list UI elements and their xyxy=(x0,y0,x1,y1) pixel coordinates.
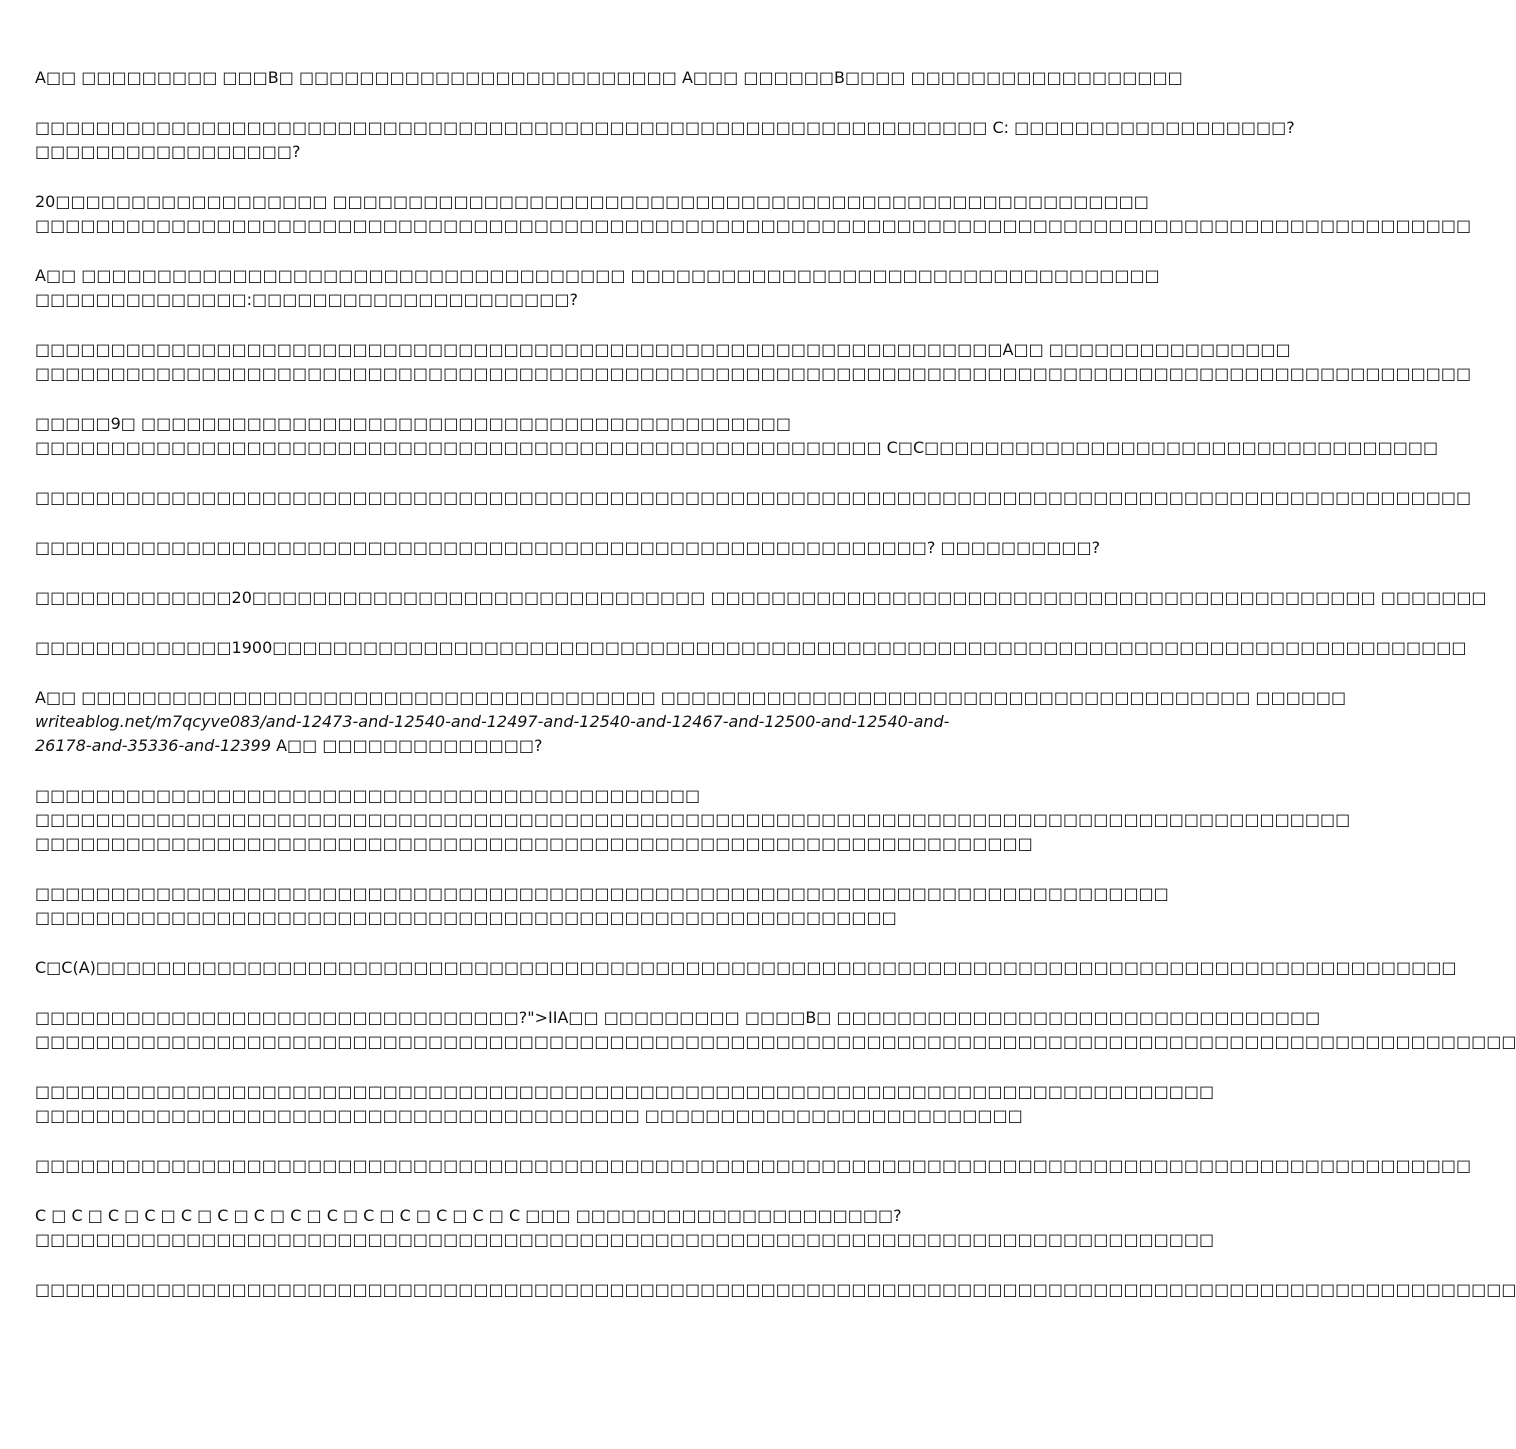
paragraph-4 xyxy=(35,264,1160,312)
text-line: A□□ □□□□□□□□□□□□□□□□□□□□□□□□□□□□□□□□□□□□ □□□□□□□□□□□□□□□□□□□□□□□□□□□□□□□□□□□ xyxy=(35,266,1160,285)
text-line: □□□□□□□□□□□□□□□□□□□□□□□□□□□□□□□□□□□□□□□□□□□□□□□□□□□□□□□□□□□□□□□□□□□□□□□□□□□ xyxy=(35,884,1169,903)
paragraph-9 xyxy=(35,586,1487,610)
text-line: □□□□□□□□□□□□□□□□□□□□□□□□□□□□□□□□□□□□□□□□□□□□□□□□□□□□□□□□□□□□□□□□A□□ □□□□□□□□□□□□□□□□ xyxy=(35,340,1291,359)
paragraph-3 xyxy=(35,190,1472,238)
paragraph-17 xyxy=(35,1154,1472,1178)
text-line: □□□□□□□□□□□□□□□□□□□□□□□□□□□□□□□□□□□□□□□□□□□□□□□□□□□□□□□□□□□□□□□□□□□□□□□□□□□□□□□□□□□□□□□ xyxy=(35,810,1351,829)
text-line: C □ C □ C □ C □ C □ C □ C □ C □ C □ C □ C □ C □ C □ C □□□ □□□□□□□□□□□□□□□□□□□□□? xyxy=(35,1206,902,1225)
text-line: □□□□□□□□□□□□□□:□□□□□□□□□□□□□□□□□□□□□? xyxy=(35,290,578,309)
paragraph-18 xyxy=(35,1204,1215,1252)
text-line: □□□□□□□□□□□□□□□□□□□□□□□□□□□□□□□□□□□□□□□□□□□□□□□□□□□□□□□□□□□□□□□□□□□□□□□□□□□□□□□□□□□□□□□□□□□□□□□□□□ xyxy=(35,1280,1516,1299)
text-line: □□□□□□□□□□□□□□□□□□□□□□□□□□□□□□□□□□□□□□□□□□□□□□□□□□□□□□□□□□□□□□□□□□□□□□□□□□□□□□□□□□□□□□□□□□□□□□□ xyxy=(35,364,1472,383)
paragraph-1 xyxy=(35,66,1183,90)
text-line: A□□ □□□□□□□□□□□□□□□□□□□□□□□□□□□□□□□□□□□□□□ □□□□□□□□□□□□□□□□□□□□□□□□□□□□□□□□□□□□□□□ □□□□□□ xyxy=(35,688,1347,707)
text-line: □□□□□□□□□□□□□1900□□□□□□□□□□□□□□□□□□□□□□□□□□□□□□□□□□□□□□□□□□□□□□□□□□□□□□□□□□□□□□□□□□□□□□□□□□□□□□□ xyxy=(35,638,1467,657)
text-after-link: A□□ □□□□□□□□□□□□□□? xyxy=(271,736,543,755)
text-line: □□□□□□□□□□□□□□□□□□□□□□□□□□□□□□□□□□□□□□□□ □□□□□□□□□□□□□□□□□□□□□□□□□ xyxy=(35,1106,1023,1125)
text-line: □□□□□□□□□□□□□□□□□□□□□□□□□□□□□□□□□□□□□□□□□□□□□□□□□□□□□□□□□□□□□□□□□□□□□□□□□□□□□□ xyxy=(35,1230,1215,1249)
text-line: C□C(A)□□□□□□□□□□□□□□□□□□□□□□□□□□□□□□□□□□□□□□□□□□□□□□□□□□□□□□□□□□□□□□□□□□□□□□□□□□□□□□□□□□□□□□□□□□ xyxy=(35,958,1457,977)
text-line: □□□□□□□□□□□□□□□□□□□□□□□□□□□□□□□□□□□□□□□□□□□□□□□□□□□□□□□□□□□□□□□□□□□□□□□□□□□□□□ xyxy=(35,1082,1215,1101)
paragraph-12 xyxy=(35,784,1351,856)
blog-link-text[interactable]: writeablog.net/m7qcyve083/and-12473-and-12540-and-12497-and-12540-and-12467-and-12500-and-12540-and- xyxy=(35,712,950,731)
text-line: □□□□□□□□□□□□□□□□□□□□□□□□□□□□□□□□□□□□□□□□□□□□□□□□□□□□□□□□□□□□□□□ C: □□□□□□□□□□□□□□□□□□? xyxy=(35,118,1295,137)
text-line: □□□□□□□□□□□□□□□□□□□□□□□□□□□□□□□□□□□□□□□□□□□□□□□□□□□□□□□□□□□□□□□□□□□□□□□□□□□□□□□□□□□□□□□□□□□□□□□ xyxy=(35,488,1472,507)
paragraph-14 xyxy=(35,956,1457,980)
text-line: □□□□□□□□□□□□□□□□□□□□□□□□□□□□□□□□□□□□□□□□□□□□□□□□□□□□□□□□□□□□□□□□□□ xyxy=(35,834,1033,853)
text-line: □□□□□□□□□□□□□□□□□□□□□□□□□□□□□□□□□□□□□□□□□□□□□□□□□□□□□□□□□□□□□□□□□□□□□□□□□□□□□□□□□□□□□□□□□□□□□□□ xyxy=(35,1156,1472,1175)
text-line xyxy=(35,734,990,758)
paragraph-15 xyxy=(35,1006,1516,1054)
paragraph-11 xyxy=(35,686,1347,758)
text-line: A□□ □□□□□□□□□ □□□B□ □□□□□□□□□□□□□□□□□□□□□□□□□ A□□□ □□□□□□B□□□□ □□□□□□□□□□□□□□□□□□ xyxy=(35,68,1183,87)
text-line: 20□□□□□□□□□□□□□□□□□□ □□□□□□□□□□□□□□□□□□□□□□□□□□□□□□□□□□□□□□□□□□□□□□□□□□□□□□ xyxy=(35,192,1149,211)
paragraph-5 xyxy=(35,338,1472,386)
text-line: □□□□□□□□□□□□□□□□□? xyxy=(35,142,301,161)
blog-link-tail[interactable]: 26178-and-35336-and-12399 xyxy=(35,736,271,755)
paragraph-6 xyxy=(35,412,1439,460)
paragraph-13 xyxy=(35,882,1169,930)
paragraph-7 xyxy=(35,486,1472,510)
paragraph-19 xyxy=(35,1278,1516,1302)
blog-link[interactable] xyxy=(35,710,990,734)
paragraph-8 xyxy=(35,536,1101,560)
text-line: □□□□□□□□□□□□□□□□□□□□□□□□□□□□□□□□□□□□□□□□□□□□□□□□□□□□□□□□□□□□□□□□□□□□□□□□□□□□□□□□□□□□□□□□□□□□□□□□□□ xyxy=(35,1032,1516,1051)
text-line: □□□□□□□□□□□□□□□□□□□□□□□□□□□□□□□□□□□□□□□□□□□□□□□□□□□□□□□□□□□□□□□□□□□□□□□□□□□□□□□□□□□□□□□□□□□□□□□ xyxy=(35,216,1472,235)
text-line: □□□□□□□□□□□□□□□□□□□□□□□□□□□□□□□□□□□□□□□□□□□□□□□□□□□□□□□□□ xyxy=(35,908,897,927)
text-line: □□□□□□□□□□□□□□□□□□□□□□□□□□□□□□□□□□□□□□□□□□□□ xyxy=(35,786,701,805)
paragraph-10 xyxy=(35,636,1467,660)
text-line: □□□□□□□□□□□□□20□□□□□□□□□□□□□□□□□□□□□□□□□□□□□□ □□□□□□□□□□□□□□□□□□□□□□□□□□□□□□□□□□□□□□□□□□□□ □□□□□□□ xyxy=(35,588,1487,607)
text-line: □□□□□□□□□□□□□□□□□□□□□□□□□□□□□□□□□□□□□□□□□□□□□□□□□□□□□□□□□□□? □□□□□□□□□□? xyxy=(35,538,1101,557)
paragraph-16 xyxy=(35,1080,1215,1128)
paragraph-2 xyxy=(35,116,1295,164)
text-line: □□□□□□□□□□□□□□□□□□□□□□□□□□□□□□□□?">IIA□□ □□□□□□□□□ □□□□B□ □□□□□□□□□□□□□□□□□□□□□□□□□□□□□□□□ xyxy=(35,1008,1321,1027)
text-line: □□□□□9□ □□□□□□□□□□□□□□□□□□□□□□□□□□□□□□□□□□□□□□□□□□□ xyxy=(35,414,792,433)
text-line: □□□□□□□□□□□□□□□□□□□□□□□□□□□□□□□□□□□□□□□□□□□□□□□□□□□□□□□□ C□C□□□□□□□□□□□□□□□□□□□□□□□□□□□□□□□□□□ xyxy=(35,438,1439,457)
